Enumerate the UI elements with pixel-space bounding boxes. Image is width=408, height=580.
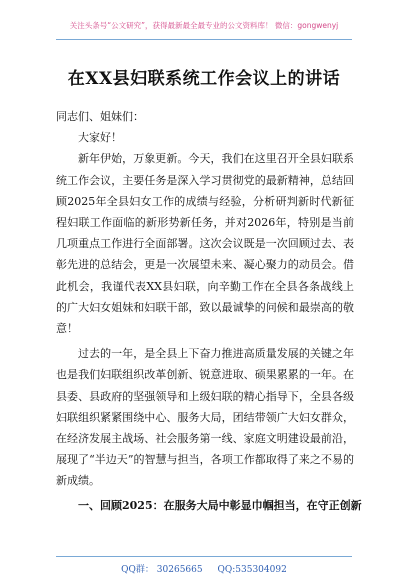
document-body [56,106,362,516]
paragraph-2: 过去的一年，是全县上下奋力推进高质量发展的关键之年也是我们妇联组织改革创新、锐意进取、硕果累累的一年。在县委、县政府的坚强领导和上级妇联的精心指导下，全县各级妇联组织紧紧围绕中心、服务大局，团结带领广大妇女群众，在经济发展主战场、社会服务第一线、家庭文明建设最前沿，展现了“半边天”的智慧与担当，各项工作都取得了来之不易的新成绩。 [56,347,354,488]
header-banner: 关注头条号“公文研究”，获得最新最全最专业的公文资料库！ 微信：gongwenyj [69,21,339,30]
paragraph-1: 新年伊始，万象更新。今天，我们在这里召开全县妇联系统工作会议，主要任务是深入学习贯彻党的最新精神，总结回顾2025年全县妇女工作的成绩与经验，分析研判新时代新征程妇联工作面临的新形势新任务，并对2026年，特别是当前几项重点工作进行全面部署。这次会议既是一次回顾过去、表彰先进的总结会，更是一次展望未来、凝心聚力的动员会。借此机会，我谨代表XX县妇联，向辛勤工作在全县各条战线上的广大妇女姐妹和妇联干部，致以最诚挚的问候和最崇高的敬意！ [56,152,354,336]
section-heading: 一、回顾2025：在服务大局中彰显巾帼担当，在守正创新 [78,498,362,512]
footer [0,562,408,575]
document-title: 在XX县妇联系统工作会议上的讲话 [67,69,341,89]
greeting: 大家好！ [78,131,122,145]
footer-qq-group: QQ群： 30265665 [121,565,203,575]
footer-divider [56,556,352,557]
footer-qq: QQ:535304092 [217,565,287,575]
header-divider [56,39,352,40]
salutation: 同志们、姐妹们： [56,110,144,123]
